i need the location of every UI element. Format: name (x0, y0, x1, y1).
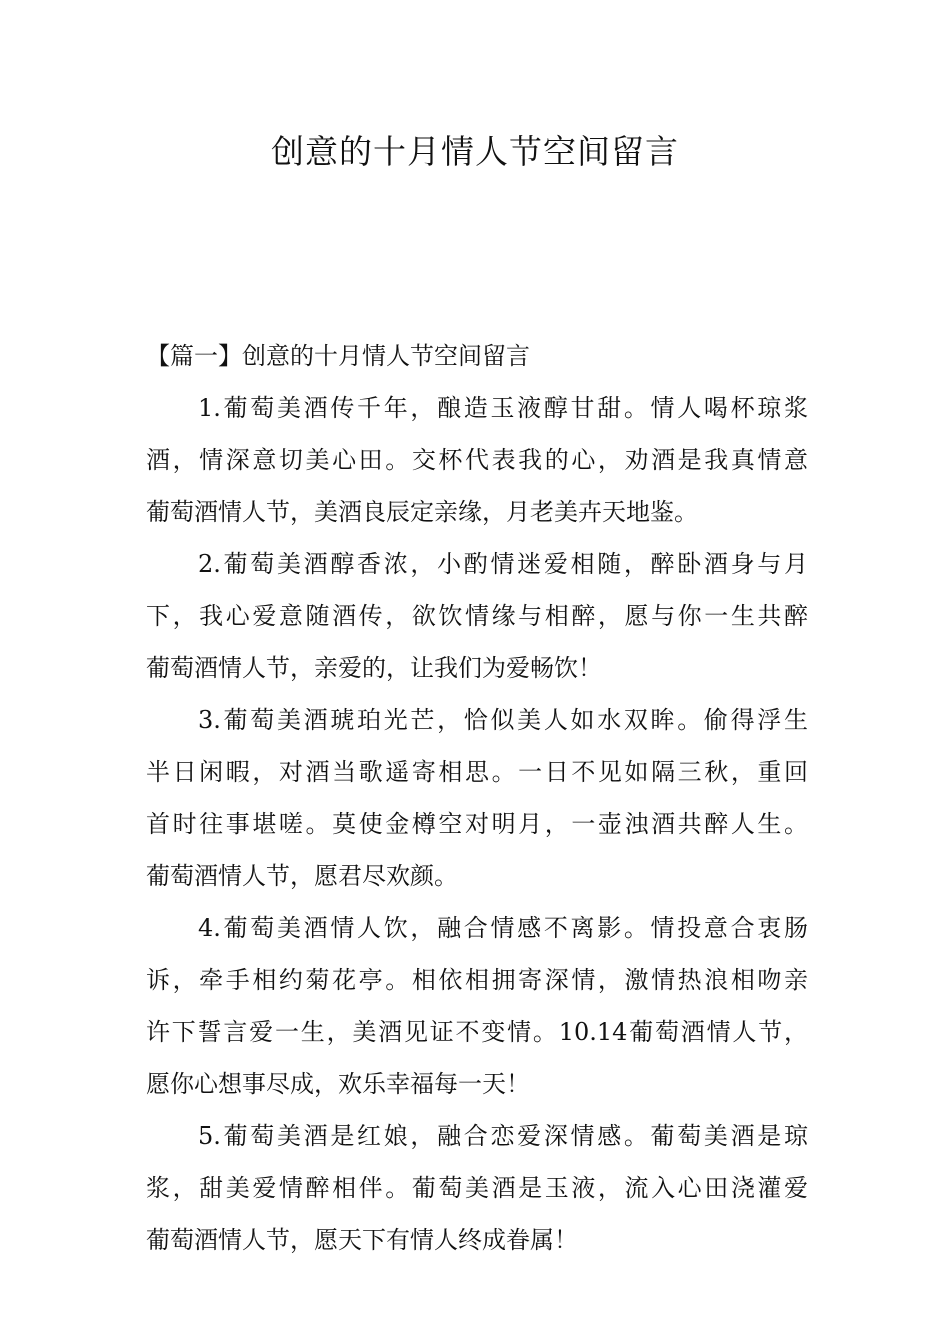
paragraph-5 (146, 1110, 808, 1266)
paragraph-4 (146, 902, 808, 1110)
paragraph-line: 3.葡萄美酒琥珀光芒，恰似美人如水双眸。偷得浮生 (198, 706, 808, 734)
paragraph-line: 下，我心爱意随酒传，欲饮情缘与相醉，愿与你一生共醉 (146, 602, 808, 630)
paragraph-line: 浆，甜美爱情醉相伴。葡萄美酒是玉液，流入心田浇灌爱 (146, 1174, 808, 1202)
paragraph-1 (146, 382, 808, 538)
paragraph-2 (146, 538, 808, 694)
paragraph-line: 酒，情深意切美心田。交杯代表我的心，劝酒是我真情意 (146, 446, 808, 474)
paragraph-line: 2.葡萄美酒醇香浓，小酌情迷爱相随，醉卧酒身与月 (198, 550, 808, 578)
paragraph-line: 首时往事堪嗟。莫使金樽空对明月，一壶浊酒共醉人生。 (146, 810, 808, 838)
document-title: 创意的十月情人节空间留言 (271, 132, 679, 171)
section-heading: 【篇一】创意的十月情人节空间留言 (146, 342, 530, 370)
paragraph-line: 葡萄酒情人节，愿君尽欢颜。 (146, 862, 458, 890)
document-body (146, 330, 808, 1266)
paragraph-line: 许下誓言爱一生，美酒见证不变情。10.14葡萄酒情人节， (146, 1018, 808, 1046)
paragraph-line: 5.葡萄美酒是红娘，融合恋爱深情感。葡萄美酒是琼 (198, 1122, 808, 1150)
paragraph-line: 1.葡萄美酒传千年，酿造玉液醇甘甜。情人喝杯琼浆 (198, 394, 808, 422)
paragraph-line: 半日闲暇，对酒当歌遥寄相思。一日不见如隔三秋，重回 (146, 758, 808, 786)
paragraph-line: 愿你心想事尽成，欢乐幸福每一天！ (146, 1070, 530, 1098)
paragraph-line: 诉，牵手相约菊花亭。相依相拥寄深情，激情热浪相吻亲 (146, 966, 808, 994)
paragraph-line: 葡萄酒情人节，美酒良辰定亲缘，月老美卉天地鉴。 (146, 498, 698, 526)
paragraph-line: 4.葡萄美酒情人饮，融合情感不离影。情投意合衷肠 (198, 914, 808, 942)
paragraph-line: 葡萄酒情人节，愿天下有情人终成眷属！ (146, 1226, 578, 1254)
paragraph-3 (146, 694, 808, 902)
paragraph-line: 葡萄酒情人节，亲爱的，让我们为爱畅饮！ (146, 654, 602, 682)
